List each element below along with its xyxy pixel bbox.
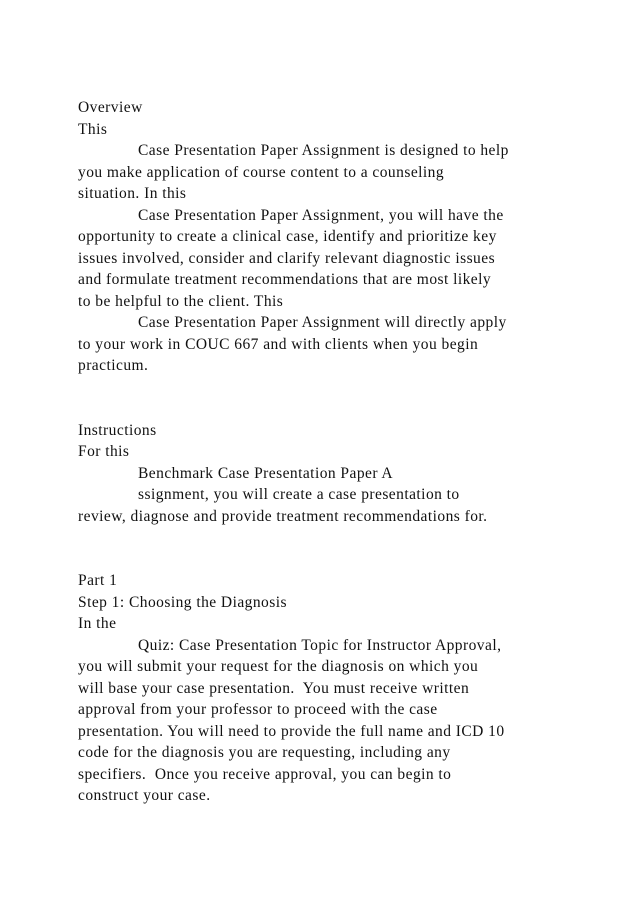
overview-line: This xyxy=(78,120,108,138)
overview-line: practicum. xyxy=(78,357,149,374)
overview-line: to be helpful to the client. This xyxy=(78,292,284,310)
part1-line: presentation. You will need to provide the full name and ICD 10 xyxy=(78,722,505,740)
spacer xyxy=(78,527,578,549)
overview-line: and formulate treatment recommendations that are most likely xyxy=(78,271,492,288)
part1-line: construct your case. xyxy=(78,787,211,804)
spacer xyxy=(78,398,578,420)
instructions-line: For this xyxy=(78,443,130,460)
overview-line: issues involved, consider and clarify relevant diagnostic issues xyxy=(78,249,496,267)
spacer xyxy=(78,377,578,399)
step1-title: Step 1: Choosing the Diagnosis xyxy=(78,593,287,611)
overview-line: you make application of course content to a counseling xyxy=(78,163,445,181)
overview-line: Case Presentation Paper Assignment is designed to help xyxy=(138,142,509,159)
part1-line: will base your case presentation. You must receive written xyxy=(78,679,470,697)
part1-line: Quiz: Case Presentation Topic for Instructor Approval, xyxy=(138,636,502,654)
instructions-heading: Instructions xyxy=(78,421,157,439)
overview-line: Case Presentation Paper Assignment, you will have the xyxy=(138,206,504,224)
part1-line: you will submit your request for the diagnosis on which you xyxy=(78,658,479,675)
overview-line: situation. In this xyxy=(78,185,187,202)
part1-heading: Part 1 xyxy=(78,572,118,589)
document-body xyxy=(78,97,578,807)
instructions-line: ssignment, you will create a case presentation to xyxy=(138,486,460,503)
overview-line: opportunity to create a clinical case, identify and prioritize key xyxy=(78,228,497,245)
overview-heading: Overview xyxy=(78,99,143,116)
part1-line: code for the diagnosis you are requesting, including any xyxy=(78,744,451,761)
instructions-line: review, diagnose and provide treatment recommendations for. xyxy=(78,507,488,525)
spacer xyxy=(78,549,578,571)
part1-line: In the xyxy=(78,615,117,632)
instructions-line: Benchmark Case Presentation Paper A xyxy=(138,464,394,482)
overview-line: Case Presentation Paper Assignment will directly apply xyxy=(138,314,507,331)
part1-line: specifiers. Once you receive approval, you can begin to xyxy=(78,765,452,783)
overview-line: to your work in COUC 667 and with clients when you begin xyxy=(78,335,479,353)
part1-line: approval from your professor to proceed with the case xyxy=(78,701,438,718)
